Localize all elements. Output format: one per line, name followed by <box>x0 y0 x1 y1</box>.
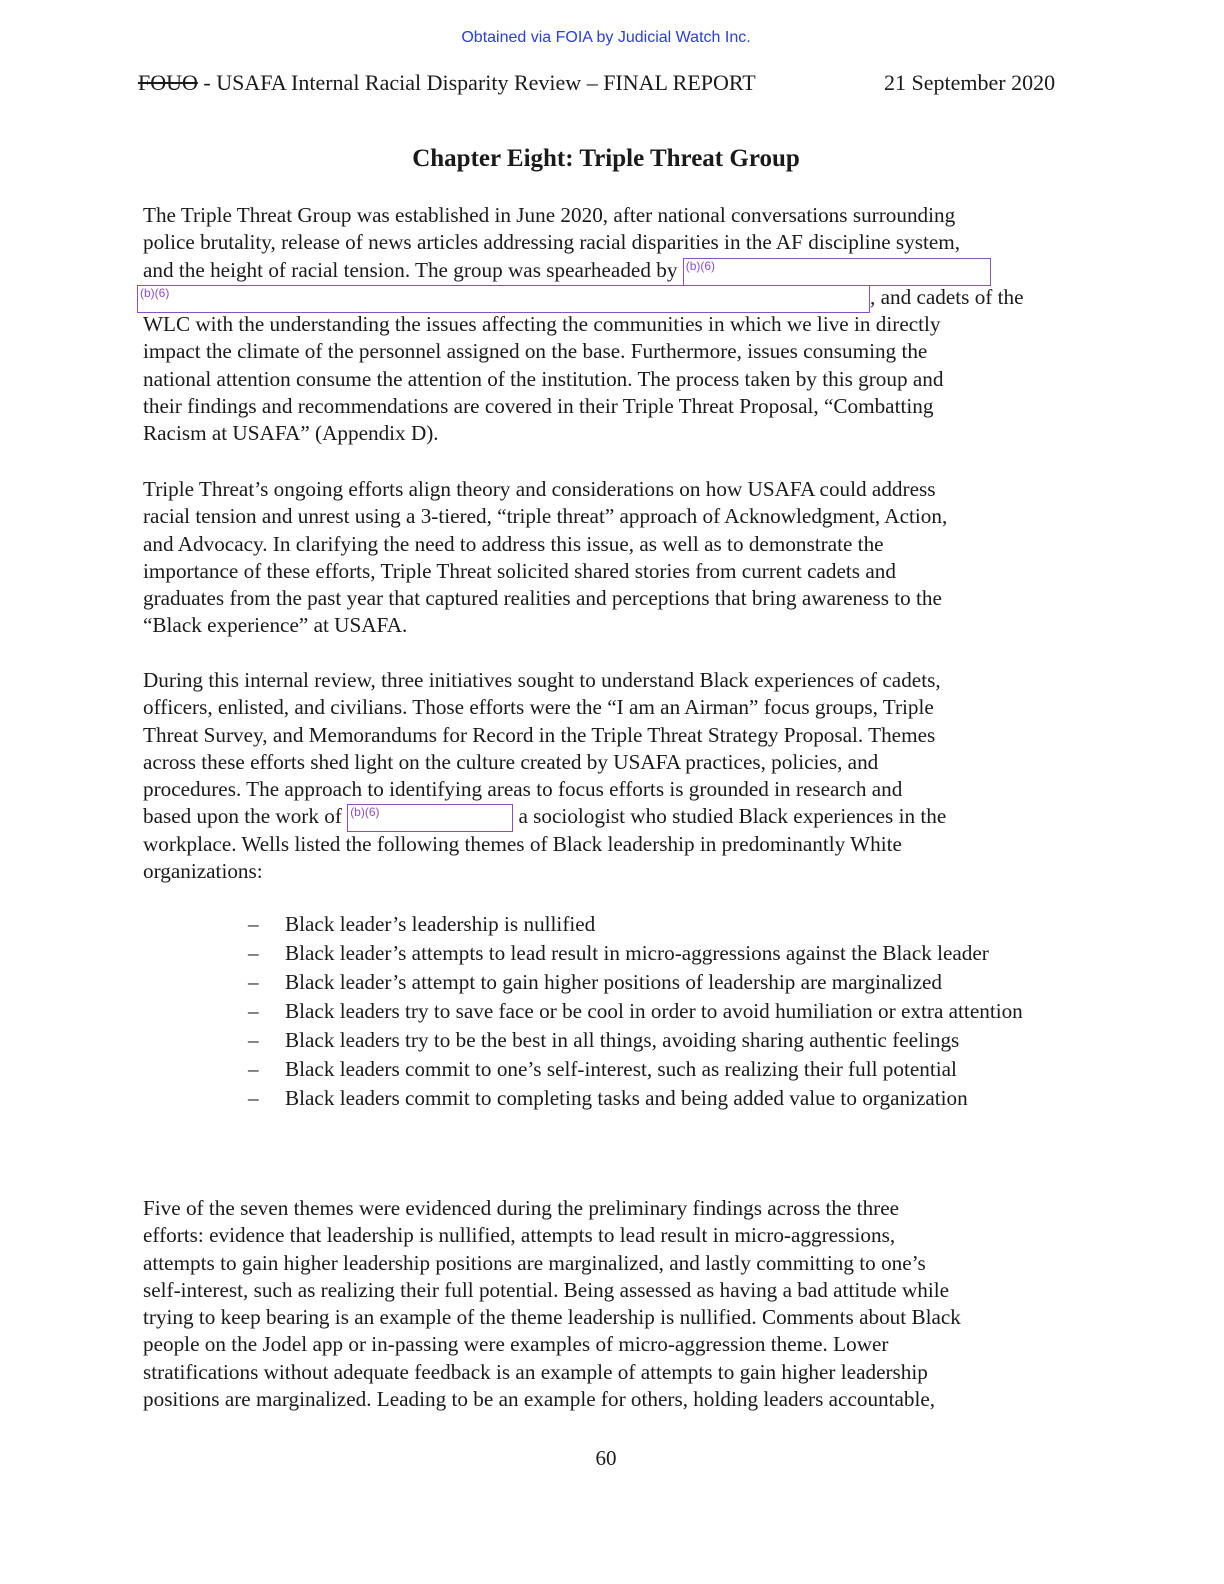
paragraph-4 <box>143 1195 1073 1413</box>
redaction-label: (b)(6) <box>350 805 380 820</box>
text-line: attempts to gain higher leadership positions are marginalized, and lastly committing to one’s <box>143 1250 926 1275</box>
text-line: workplace. Wells listed the following themes of Black leadership in predominantly White <box>143 831 902 856</box>
text-line: Triple Threat’s ongoing efforts align theory and considerations on how USAFA could address <box>143 477 936 501</box>
paragraph-2 <box>143 476 1073 640</box>
text-line: their findings and recommendations are covered in their Triple Threat Proposal, “Combatting <box>143 394 934 419</box>
text-line: national attention consume the attention of the institution. The process taken by this group and <box>143 366 944 391</box>
text-line: people on the Jodel app or in-passing were examples of micro-aggression theme. Lower <box>143 1332 889 1357</box>
list-item <box>248 969 1068 997</box>
text-line: “Black experience” at USAFA. <box>143 613 408 638</box>
text-line: across these efforts shed light on the culture created by USAFA practices, policies, and <box>143 749 879 774</box>
text-line: procedures. The approach to identifying areas to focus efforts is grounded in research and <box>143 777 903 802</box>
redaction-box <box>347 804 513 832</box>
text-line: racial tension and unrest using a 3-tiered, “triple threat” approach of Acknowledgment, Action, <box>143 504 948 529</box>
text-line: During this internal review, three initiatives sought to understand Black experiences of cadets, <box>143 668 941 692</box>
list-item-text: Black leaders try to be the best in all things, avoiding sharing authentic feelings <box>285 1028 960 1052</box>
text-line: graduates from the past year that captured realities and perceptions that bring awareness to the <box>143 586 942 611</box>
bullet-dash: – <box>248 1057 259 1081</box>
list-item-text: Black leaders try to save face or be cool in order to avoid humiliation or extra attention <box>285 999 1023 1023</box>
text-segment: a sociologist who studied Black experiences in the <box>518 804 947 829</box>
bullet-dash: – <box>248 941 259 965</box>
list-item <box>248 911 1068 939</box>
list-item-text: Black leader’s leadership is nullified <box>285 912 596 936</box>
page-number: 60 <box>595 1446 617 1470</box>
redaction-label: (b)(6) <box>685 258 716 273</box>
report-date: 21 September 2020 <box>884 70 1056 95</box>
text-segment: based upon the work of <box>143 804 342 829</box>
text-line: WLC with the understanding the issues affecting the communities in which we live in directly <box>143 312 941 337</box>
themes-list <box>248 911 1068 1114</box>
text-line: trying to keep bearing is an example of the theme leadership is nullified. Comments about Black <box>143 1305 961 1330</box>
text-line: efforts: evidence that leadership is nullified, attempts to lead result in micro-aggressions, <box>143 1223 896 1248</box>
text-line: Five of the seven themes were evidenced during the preliminary findings across the three <box>143 1196 900 1220</box>
list-item-text: Black leaders commit to one’s self-interest, such as realizing their full potential <box>285 1057 957 1081</box>
bullet-dash: – <box>248 970 259 994</box>
text-line: Racism at USAFA” (Appendix D). <box>143 421 439 446</box>
list-item-text: Black leaders commit to completing tasks and being added value to organization <box>285 1086 968 1110</box>
text-line: The Triple Threat Group was established in June 2020, after national conversations surrounding <box>143 203 956 227</box>
text-segment: and the height of racial tension. The group was spearheaded by <box>143 257 678 282</box>
text-line: stratifications without adequate feedback is an example of attempts to gain higher leadership <box>143 1359 928 1384</box>
list-item <box>248 1056 1068 1084</box>
bullet-dash: – <box>248 912 259 936</box>
redaction-box <box>683 258 991 286</box>
foia-stamp: Obtained via FOIA by Judicial Watch Inc. <box>461 29 751 46</box>
text-line: impact the climate of the personnel assigned on the base. Furthermore, issues consuming the <box>143 339 928 364</box>
text-line: organizations: <box>143 859 263 884</box>
list-item <box>248 1027 1068 1055</box>
list-item <box>248 1085 1068 1113</box>
list-item <box>248 940 1068 968</box>
text-segment: , and cadets of the <box>870 284 1024 309</box>
bullet-dash: – <box>248 1086 259 1110</box>
list-item-text: Black leader’s attempt to gain higher positions of leadership are marginalized <box>285 970 942 994</box>
chapter-title: Chapter Eight: Triple Threat Group <box>412 145 800 172</box>
running-header <box>138 70 756 96</box>
text-line: self-interest, such as realizing their full potential. Being assessed as having a bad attitude while <box>143 1277 950 1302</box>
redaction-box <box>137 285 870 313</box>
paragraph-3 <box>143 667 1073 885</box>
report-title: - USAFA Internal Racial Disparity Review – FINAL REPORT <box>197 70 756 95</box>
text-line: and Advocacy. In clarifying the need to address this issue, as well as to demonstrate the <box>143 531 884 556</box>
text-line: importance of these efforts, Triple Threat solicited shared stories from current cadets and <box>143 558 896 583</box>
list-item-text: Black leader’s attempts to lead result in micro-aggressions against the Black leader <box>285 941 989 965</box>
list-item <box>248 998 1068 1026</box>
text-line: Threat Survey, and Memorandums for Record in the Triple Threat Strategy Proposal. Themes <box>143 722 936 747</box>
paragraph-1 <box>140 202 1073 448</box>
bullet-dash: – <box>248 999 259 1023</box>
text-line: officers, enlisted, and civilians. Those efforts were the “I am an Airman” focus groups, Triple <box>143 695 934 720</box>
text-line: police brutality, release of news articles addressing racial disparities in the AF discipline system, <box>143 230 961 255</box>
text-line <box>143 803 1073 830</box>
redaction-label: (b)(6) <box>140 285 170 300</box>
struck-marking: FOUO <box>138 70 198 95</box>
text-line: positions are marginalized. Leading to be an example for others, holding leaders accountable, <box>143 1387 936 1412</box>
text-line <box>143 257 1073 284</box>
text-line <box>137 284 1073 311</box>
bullet-dash: – <box>248 1028 259 1052</box>
